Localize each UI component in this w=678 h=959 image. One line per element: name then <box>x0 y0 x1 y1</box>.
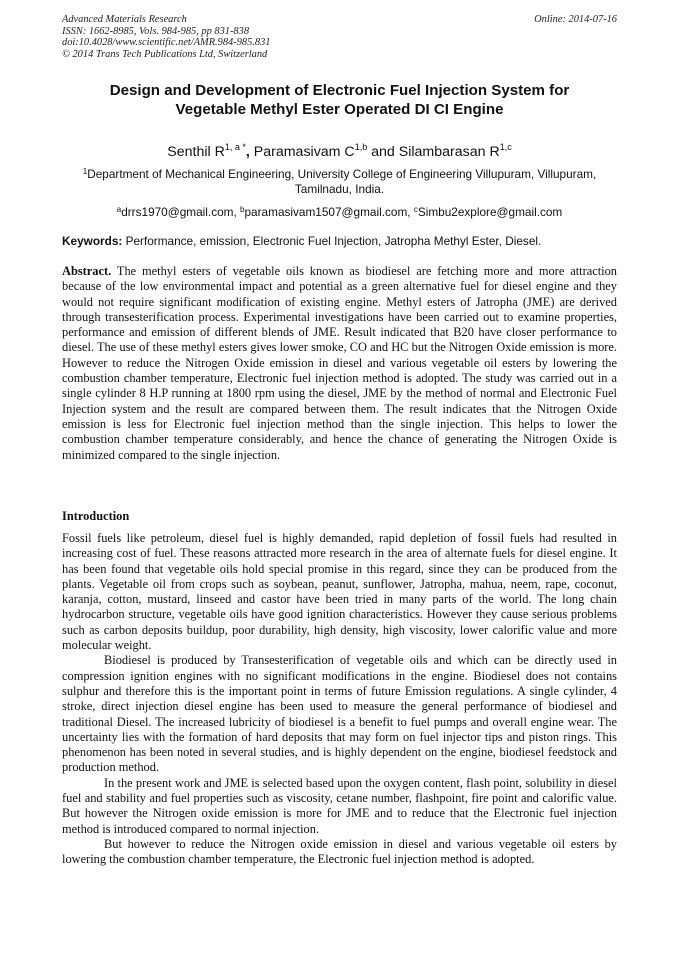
intro-paragraph-4: But however to reduce the Nitrogen oxide emission in diesel and various vegetable oil esters by lowering the combustion chamber temperature, the Electronic fuel injection method is adopted. <box>62 836 617 867</box>
issn-line: ISSN: 1662-8985, Vols. 984-985, pp 831-838 <box>62 25 250 37</box>
email-c-sup: c <box>413 205 418 214</box>
email-line <box>62 205 617 220</box>
affiliation <box>62 167 617 197</box>
intro-paragraph-2: Biodiesel is produced by Transesterification of vegetable oils and which can be directly used in compression ignition engines with no significant modifications in the engine. Biodiesel does not contains sulphur and therefore this is the important point in terms of future Emission regulations. A single cylinder, 4 stroke, direct injection diesel engine has been used to measure the general performance of biodiesel and traditional Diesel. The increased lubricity of biodiesel is a benefit to fuel pumps and overall engine wear. The uncertainty lies with the formation of hard deposits that may form on fuel injector tips and piston rings. This phenomenon has been noted in several studies, and is highly dependent on the engine, biodiesel feedstock and production method. <box>62 653 617 775</box>
abstract-text: The methyl esters of vegetable oils known as biodiesel are fetching more and more attraction because of the low environmental impact and potential as a green alternative fuel for diesel engine and they would not require significant modification of existing engine. Methyl esters of Jatropha (JME) are derived through transesterification process. Experimental investigations have been carried out to examine properties, performance and emission of different blends of JME. Result indicated that B20 have closer performance to diesel. The use of these methyl esters gives lower smoke, CO and HC but the Nitrogen Oxide emission is more. However to reduce the Nitrogen Oxide emission in diesel and various vegetable oil esters by lowering the combustion chamber temperature, Electronic fuel injection method is adopted. The study was carried out in a single cylinder 8 H.P running at 1800 rpm using the diesel, JME by the method of normal and Electronic Fuel Injection system and the result are compared between them. The result indicates that the Nitrogen Oxide emission is less for Electronic fuel injection method than the single injection. This helps to lower the combustion chamber temperature considerably, and hence the chance of generating the Nitrogen Oxide is minimized compared to the single injection. <box>62 264 617 462</box>
affiliation-text: Department of Mechanical Engineering, University College of Engineering Villupuram, Villupuram, Tamilnadu, India. <box>87 167 597 196</box>
online-date: Online: 2014-07-16 <box>534 14 617 25</box>
title-line-1: Design and Development of Electronic Fuel Injection System for <box>109 82 570 99</box>
author-separator: , <box>245 144 250 160</box>
intro-paragraph-1: Fossil fuels like petroleum, diesel fuel is highly demanded, rapid depletion of fossil fuels had resulted in increasing cost of fuel. These reasons attracted more research in the area of alternate fuels for diesel engine. It has been found that vegetable oils hold special promise in this regard, since they can be produced from the plants. Vegetable oil from crops such as soybean, peanut, sunflower, Jatropha, mahua, neem, rape, coconut, karanja, cotton, mustard, linseed and castor have been tried in many parts of the world. The long chain hydrocarbon structure, vegetable oils have good ignition characteristics. However they cause serious problems such as carbon deposits buildup, poor durability, high density, high viscosity, lower calorific value and more molecular weight. <box>62 531 617 653</box>
author-line <box>62 143 617 161</box>
keywords-text: Performance, emission, Electronic Fuel Injection, Jatropha Methyl Ester, Diesel. <box>122 234 542 248</box>
title-line-2: Vegetable Methyl Ester Operated DI CI Engine <box>175 101 504 118</box>
author-3-name: and Silambarasan R <box>367 144 500 160</box>
author-1-name: Senthil R <box>167 144 225 160</box>
email-a-sup: a <box>116 205 122 214</box>
abstract <box>62 264 617 463</box>
paper-title <box>62 81 617 119</box>
intro-paragraph-3: In the present work and JME is selected based upon the oxygen content, flash point, solubility in diesel fuel and stability and fuel properties such as viscosity, cetane number, flashpoint, fire point and calorific value. But however the Nitrogen oxide emission is more for JME and to reduce that the Electronic fuel injection method is introduced compared to normal injection. <box>62 775 617 836</box>
author-2-sup: 1,b <box>354 142 368 152</box>
email-b-sup: b <box>240 205 245 214</box>
introduction-body <box>62 531 617 868</box>
abstract-label: Abstract. <box>62 264 112 278</box>
keywords <box>62 234 617 249</box>
doi-line[interactable]: doi:10.4028/www.scientific.net/AMR.984-985.831 <box>62 37 271 49</box>
email-b[interactable]: paramasivam1507@gmail.com, <box>244 205 414 219</box>
copyright-line: © 2014 Trans Tech Publications Ltd, Switzerland <box>62 48 268 60</box>
affiliation-sup: 1 <box>82 167 88 176</box>
journal-name: Advanced Materials Research <box>62 14 187 25</box>
author-2-name: Paramasivam C <box>249 144 355 160</box>
keywords-label: Keywords: <box>62 234 123 248</box>
email-c[interactable]: Simbu2explore@gmail.com <box>417 205 563 219</box>
journal-header <box>62 14 617 60</box>
introduction-heading: Introduction <box>62 509 130 523</box>
email-a[interactable]: drrs1970@gmail.com, <box>121 205 241 219</box>
author-1-sup: 1, a * <box>224 142 246 152</box>
author-3-sup: 1,c <box>499 142 512 152</box>
